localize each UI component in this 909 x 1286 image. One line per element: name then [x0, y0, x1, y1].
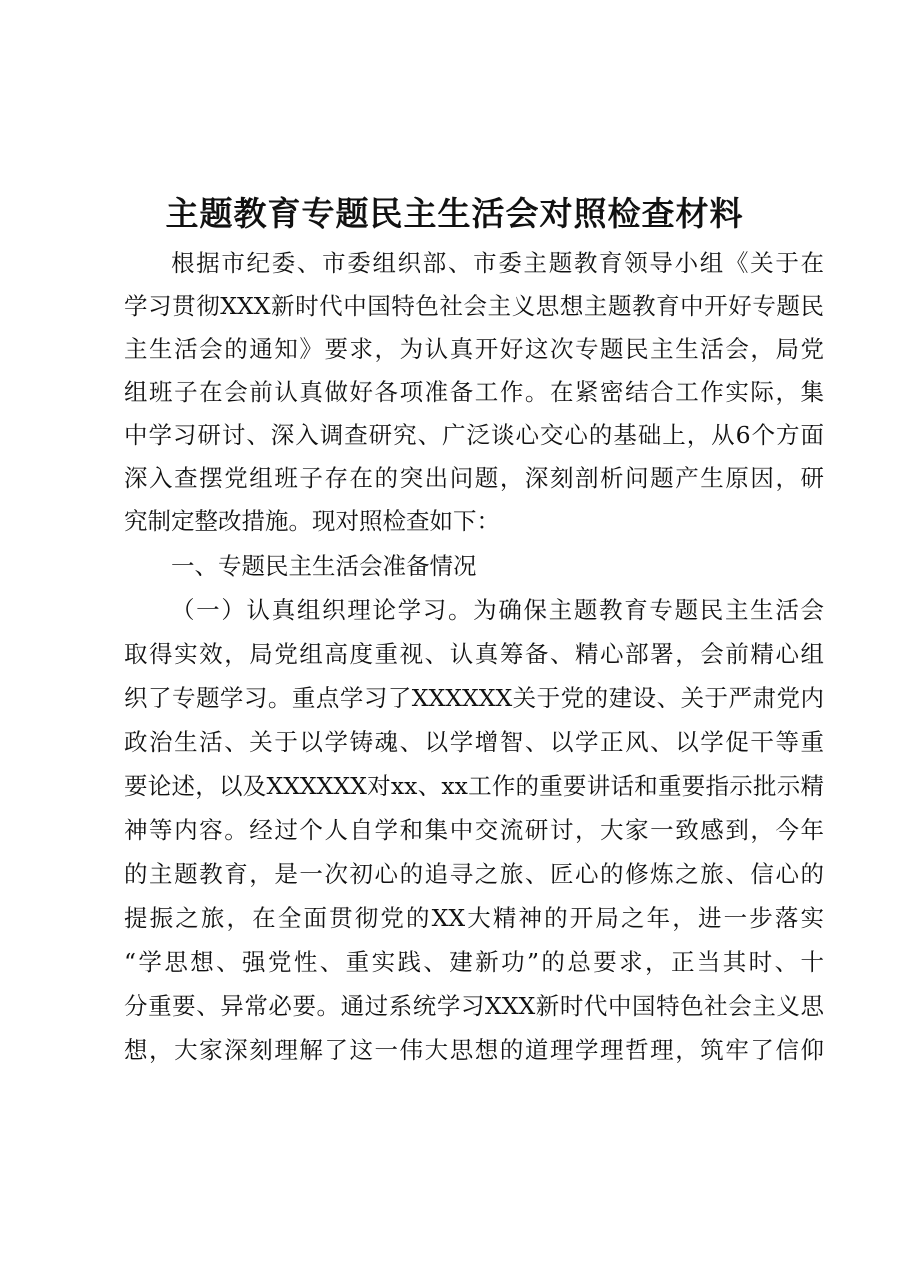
subsection-line: （一）认真组织理论学习。为确保主题教育专题民主生活会	[171, 596, 824, 624]
paragraph-line: 究制定整改措施。现对照检查如下：	[124, 507, 500, 535]
paragraph-line: 的主题教育，是一次初心的追寻之旅、匠心的修炼之旅、信心的	[124, 860, 824, 888]
document-title: 主题教育专题民主生活会对照检查材料	[165, 194, 744, 233]
paragraph-line: 提振之旅，在全面贯彻党的XX大精神的开局之年，进一步落实	[124, 904, 824, 932]
paragraph-line: 分重要、异常必要。通过系统学习XXX新时代中国特色社会主义思	[124, 992, 824, 1020]
paragraph-line: 织了专题学习。重点学习了XXXXXX关于党的建设、关于严肃党内	[124, 684, 824, 712]
paragraph-line: 取得实效，局党组高度重视、认真筹备、精心部署，会前精心组	[124, 640, 824, 668]
paragraph-line: 想，大家深刻理解了这一伟大思想的道理学理哲理，筑牢了信仰	[124, 1036, 824, 1064]
paragraph-line: 根据市纪委、市委组织部、市委主题教育领导小组《关于在	[171, 249, 824, 277]
paragraph-line: 神等内容。经过个人自学和集中交流研讨，大家一致感到，今年	[124, 816, 824, 844]
paragraph-line: 组班子在会前认真做好各项准备工作。在紧密结合工作实际，集	[124, 378, 824, 406]
section-heading: 一、专题民主生活会准备情况	[171, 552, 477, 580]
paragraph-line: 深入查摆党组班子存在的突出问题，深刻剖析问题产生原因，研	[124, 464, 824, 492]
paragraph-line: 要论述，以及XXXXXX对xx、xx工作的重要讲话和重要指示批示精	[124, 772, 824, 800]
paragraph-line: 学习贯彻XXX新时代中国特色社会主义思想主题教育中开好专题民	[124, 292, 824, 320]
paragraph-line: 政治生活、关于以学铸魂、以学增智、以学正风、以学促干等重	[124, 728, 824, 756]
paragraph-line: 中学习研讨、深入调查研究、广泛谈心交心的基础上，从6个方面	[124, 421, 824, 449]
paragraph-line: “学思想、强党性、重实践、建新功”的总要求，正当其时、十	[124, 948, 824, 976]
paragraph-line: 主生活会的通知》要求，为认真开好这次专题民主生活会，局党	[124, 335, 824, 363]
